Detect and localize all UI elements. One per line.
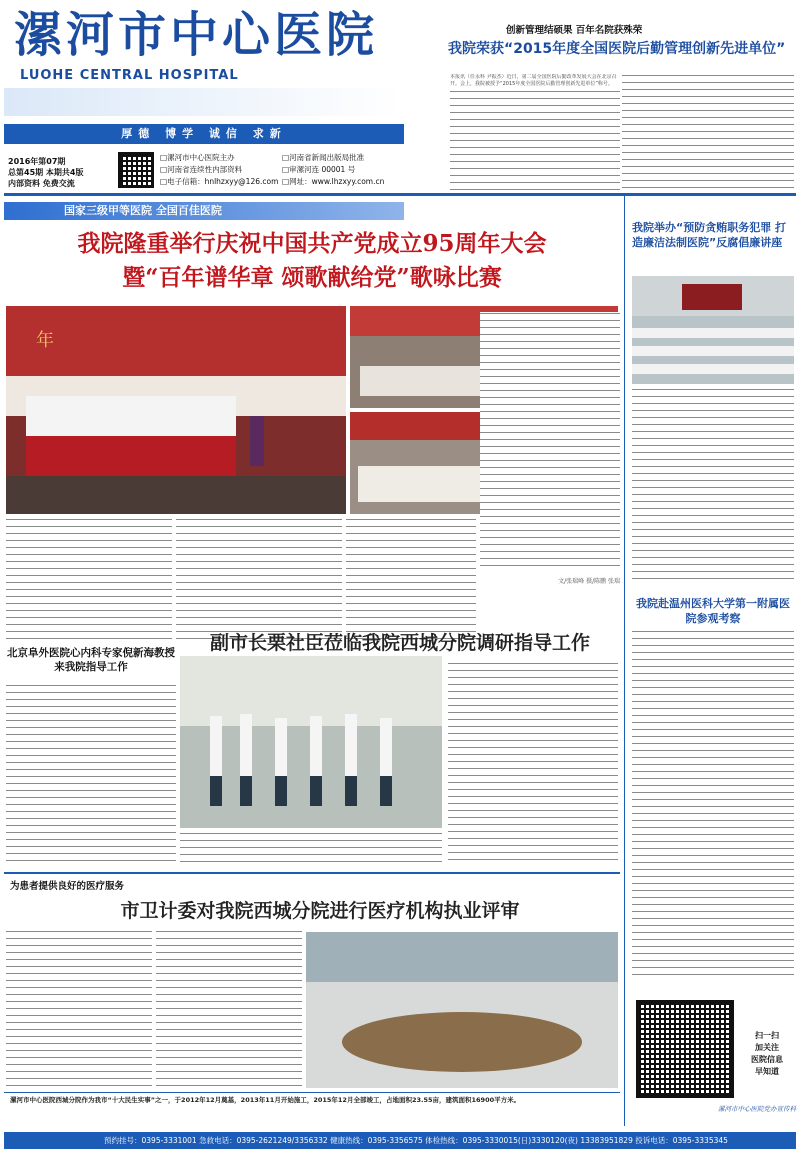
qr-caption: 扫一扫 加关注 医院信息 早知道 xyxy=(751,1031,783,1076)
top-story-col2 xyxy=(622,74,794,190)
dept-credit: 漯河市中心医院党办宣传科 xyxy=(718,1105,796,1113)
slogan-bar: 厚德 博学 诚信 求新 xyxy=(4,124,404,144)
right2-body xyxy=(632,630,794,976)
right2-headline: 我院赴温州医科大学第一附属医院参观考察 xyxy=(636,597,790,625)
main-byline: 文/张瑞峰 摄/陈鹏 张瑞 xyxy=(558,578,620,585)
main-col-4 xyxy=(480,312,620,572)
wechat-qr-icon xyxy=(636,1000,734,1098)
info-left: □漯河市中心医院主办 □河南省连续性内部资料 □电子信箱：hnlhzxyy@126.com xyxy=(160,153,279,186)
svg-text:年: 年 xyxy=(36,330,54,351)
right1-body xyxy=(632,388,794,584)
main-col-2 xyxy=(176,518,342,640)
bottom-note: 漯河市中心医院西城分院作为我市“十大民生实事”之一，于2012年12月奠基，2013年11月开始施工，2015年12月全部竣工，占地面积23.55亩，建筑面积16900平方米。 xyxy=(10,1096,521,1104)
lecture-photo xyxy=(632,276,794,384)
review-photo xyxy=(306,932,618,1088)
masthead-decor xyxy=(4,88,404,116)
main-col-3 xyxy=(346,518,476,640)
story4-col1 xyxy=(6,930,152,1090)
story4-headline: 市卫计委对我院西城分院进行医疗机构执业评审 xyxy=(120,900,520,922)
main-col-1 xyxy=(6,518,172,640)
story4-kicker: 为患者提供良好的医疗服务 xyxy=(10,881,125,892)
column-divider xyxy=(624,196,625,1126)
issue-info: 2016年第07期 总第45期 本期共4版 内部资料 免费交流 xyxy=(8,157,84,188)
story3-headline: 北京阜外医院心内科专家倪新海教授来我院指导工作 xyxy=(7,647,175,673)
main-headline-1: 我院隆重举行庆祝中国共产党成立95周年大会 xyxy=(77,230,547,257)
masthead-qr-icon xyxy=(118,152,154,188)
hospital-band: 国家三级甲等医院 全国百佳医院 xyxy=(4,202,404,220)
visit-photo xyxy=(180,656,442,828)
choir-photo xyxy=(6,306,346,514)
top-headline: 我院荣获“2015年度全国医院后勤管理创新先进单位” xyxy=(448,41,786,57)
masthead-title: 漯河市中心医院 xyxy=(14,7,379,63)
masthead-english: LUOHE CENTRAL HOSPITAL xyxy=(20,68,239,83)
story2-body-b xyxy=(448,662,618,866)
main-headline-2: 暨“百年谱华章 颂歌献给党”歌咏比赛 xyxy=(122,264,502,291)
info-right: □河南省新闻出版局批准 □审漯河连 00001 号 □网址：www.lhzxyy.com.cn xyxy=(282,153,385,186)
story2-headline: 副市长栗社臣莅临我院西城分院调研指导工作 xyxy=(209,632,590,654)
right1-headline: 我院举办“预防贪贿职务犯罪 打造廉洁法制医院”反腐倡廉讲座 xyxy=(632,221,787,249)
header-rule xyxy=(4,193,796,196)
story4-rule xyxy=(4,872,620,874)
story4-col2 xyxy=(156,930,302,1090)
story2-body-a xyxy=(180,832,442,866)
note-rule xyxy=(4,1092,620,1093)
story3-body xyxy=(6,684,176,864)
top-kicker: 创新管理结硕果 百年名院获殊荣 xyxy=(506,25,643,36)
footer-contacts: 预约挂号：0395-3331001 急救电话：0395-2621249/3356332 健康热线：0395-3356575 体检热线：0395-3330015(日)3330120(夜) 13383951829 投诉电话：0395-3335345 xyxy=(4,1132,796,1149)
top-story-body: 本报讯（任永科 尹振杰）近日，第二届全国医院后勤改革发展大会在北京召开。会上，我院被授予“2015年度全国医院后勤管理创新先进单位”称号。 xyxy=(450,74,620,190)
